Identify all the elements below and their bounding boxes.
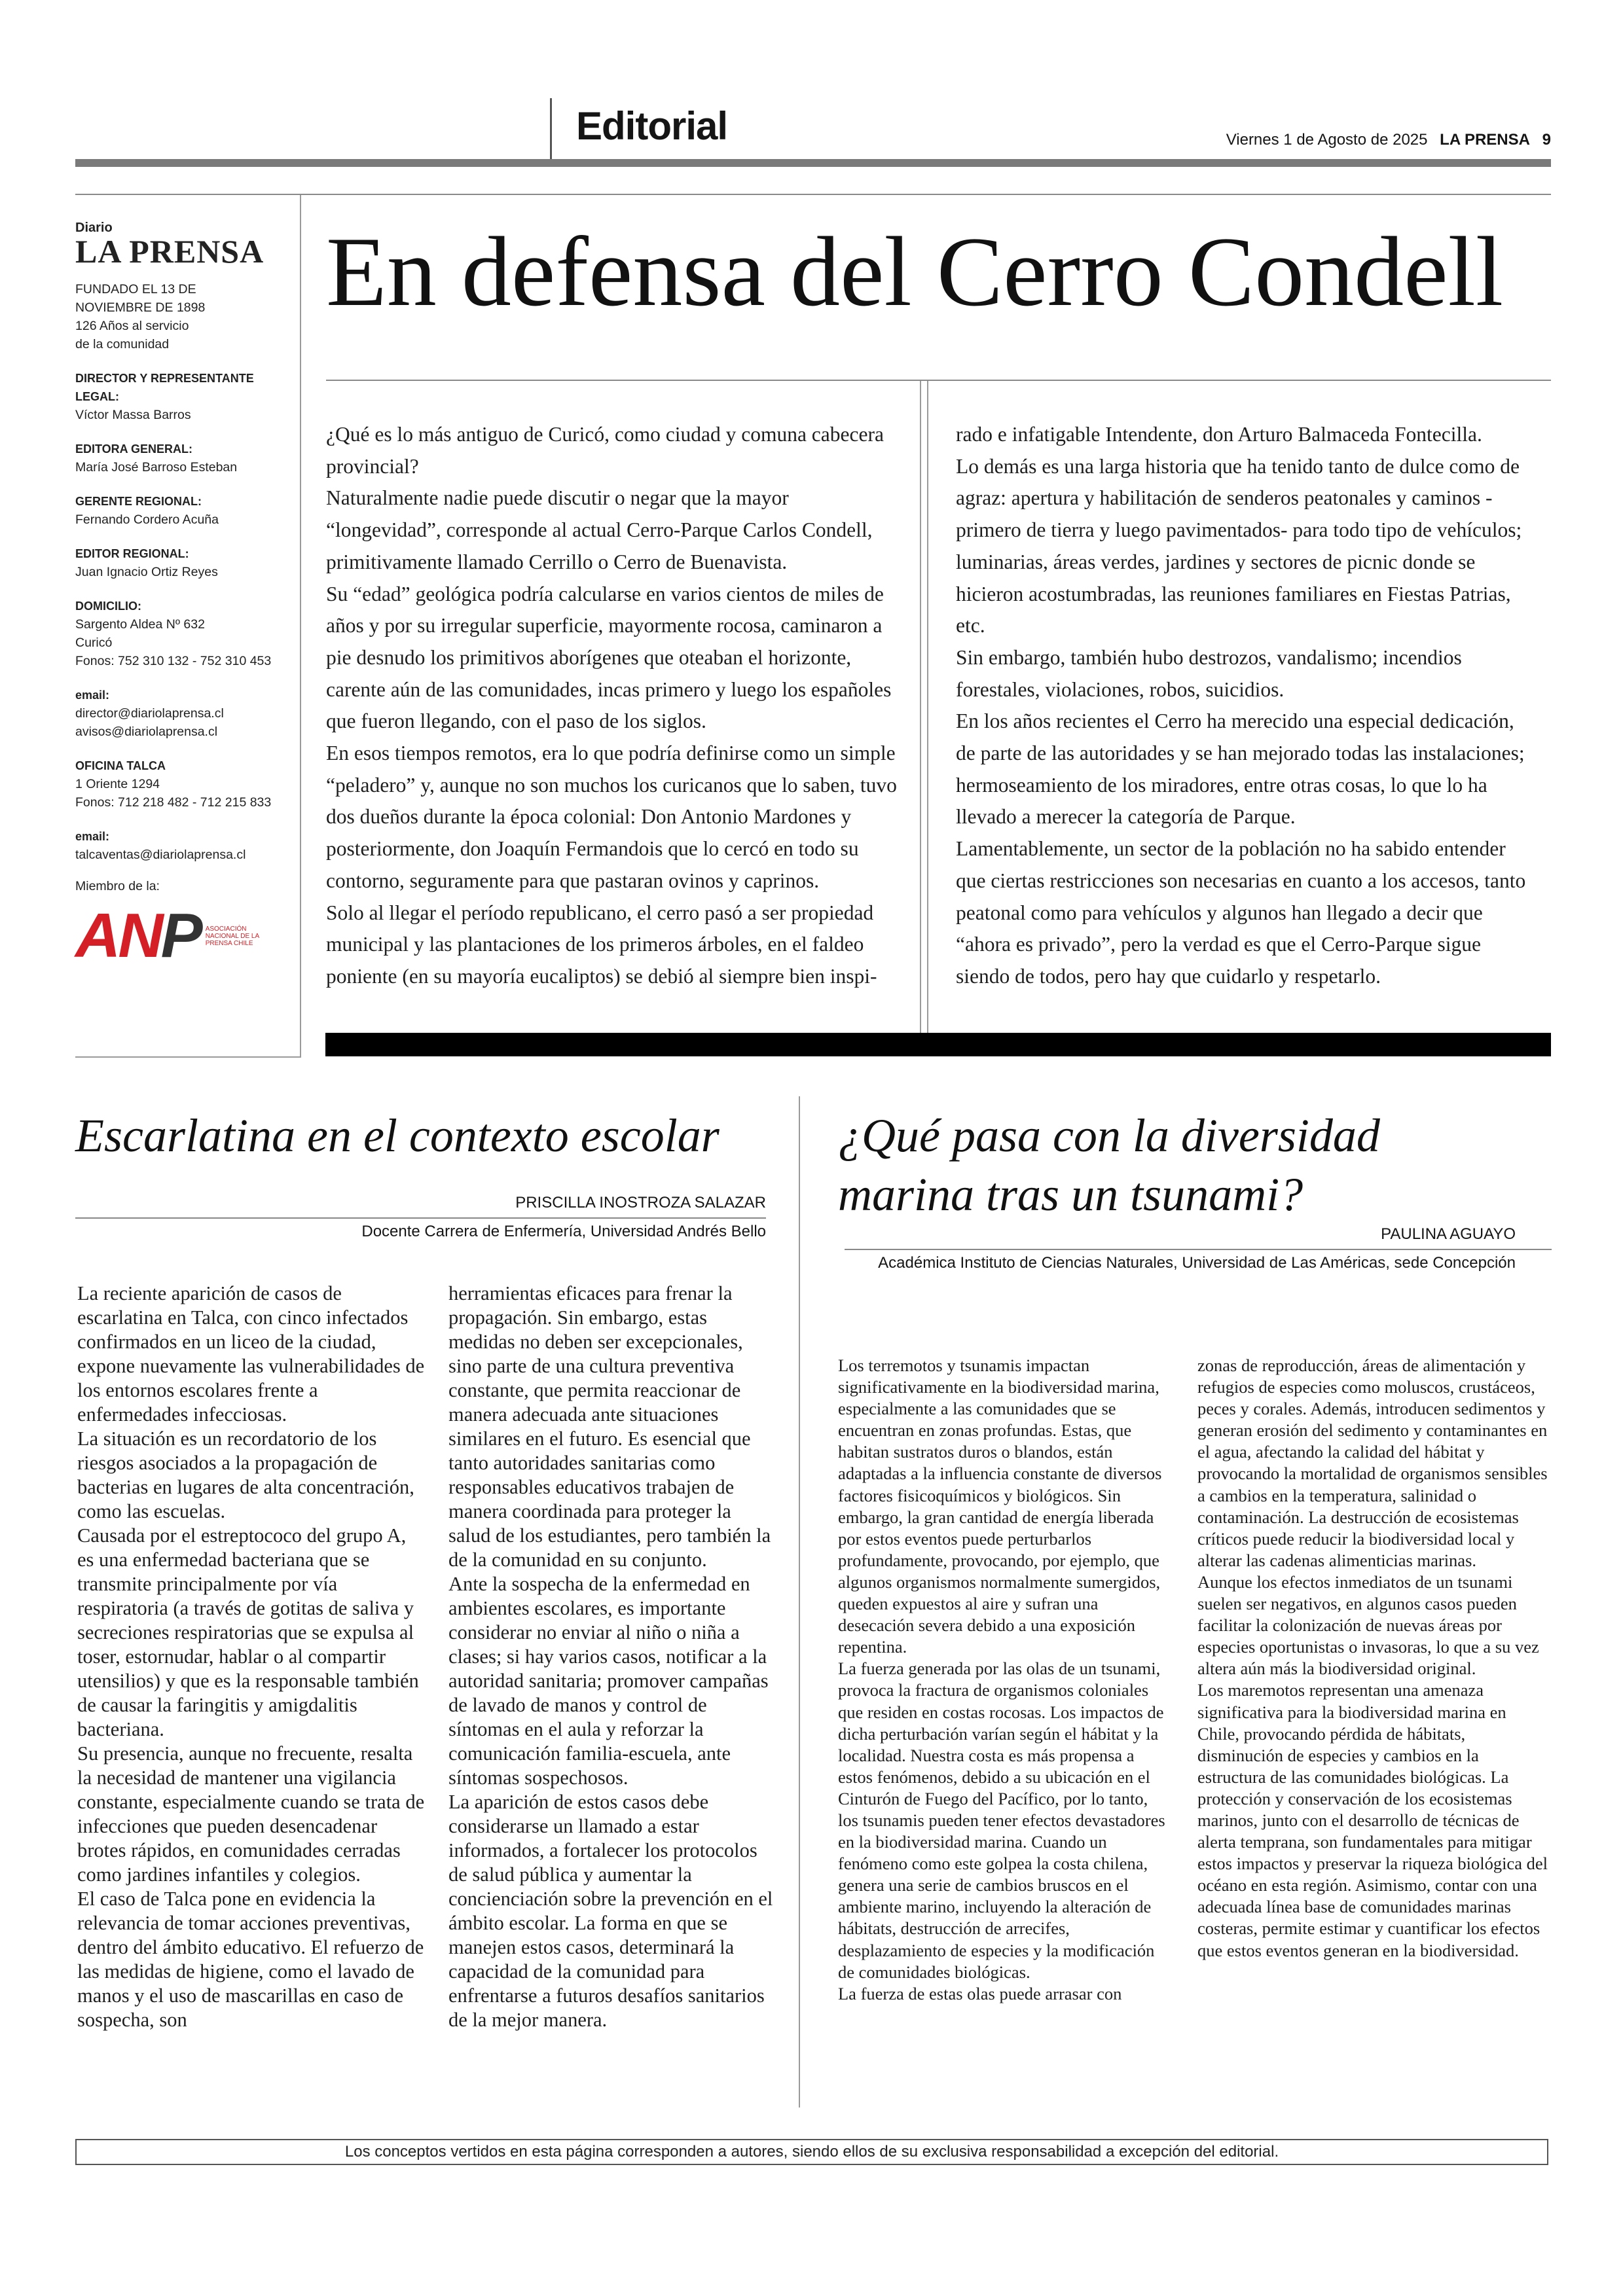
byline-rule <box>75 1217 766 1219</box>
opinion-2-title: ¿Qué pasa con la diversidad marina tras un tsunami? <box>838 1109 1380 1221</box>
editorial-column-2 <box>956 419 1536 993</box>
paragraph: El caso de Talca pone en evidencia la relevancia de tomar acciones preventivas, dentro del ámbito educativo. El refuerzo de las medidas de higiene, como el lavado de manos y el uso de mascarillas en caso de sospecha, son <box>77 1888 424 2031</box>
column-divider <box>927 381 928 1037</box>
paragraph: Los terremotos y tsunamis impactan significativamente en la biodiversidad marina, especialmente a las comunidades que se encuentran en zonas profundas. Estas, que habitan sustratos duros o blandos, están adaptadas a la influencia constante de diversos factores fisicoquímicos y biológicos. Sin embargo, la gran cantidad de energía liberada por estos eventos puede perturbarlos profundamente, provocando, por ejemplo, que algunos organismos normalmente sumergidos, queden expuestos al aire y sufran una desecación severa debido a una exposición repentina. <box>838 1355 1162 1657</box>
byline-rule <box>845 1249 1552 1250</box>
opinion-1-column-1 <box>77 1282 428 2032</box>
director-label: DIRECTOR Y REPRESENTANTE LEGAL: <box>75 372 254 403</box>
regional-manager-name: Fernando Cordero Acuña <box>75 512 219 527</box>
regional-manager-label: GERENTE REGIONAL: <box>75 495 202 508</box>
opinion-2-affiliation: Académica Instituto de Ciencias Naturales, Universidad de Las Américas, sede Concepción <box>878 1254 1516 1272</box>
opinion-2-column-1 <box>838 1355 1172 2005</box>
paragraph: Su “edad” geológica podría calcularse en varios cientos de miles de años y por su irregular superficie, mayormente rocosa, caminaron a pie desnudo los primitivos aborígenes que oteaban el horizonte, carente aún de las comunidades, incas primero y luego los españoles que fueron llegando, con el paso de los siglos. <box>326 582 892 733</box>
founded-line: de la comunidad <box>75 337 170 351</box>
paragraph: rado e infatigable Intendente, don Arturo Balmaceda Fontecilla. <box>956 423 1482 446</box>
paragraph: La fuerza generada por las olas de un tsunami, provoca la fractura de organismos coloniales que residen en costas rocosas. Los impactos de dicha perturbación varían según el hábitat y la localidad. Nuestra costa es más propensa a estos fenómenos, debido a su ubicación en el Cinturón de Fuego del Pacífico, por lo tanto, los tsunamis pueden tener efectos devastadores en la biodiversidad marina. Cuando un fenómeno como este golpea la costa chilena, genera una serie de cambios bruscos en el ambiente marino, incluyendo la alteración de hábitats, destrucción de arrecifes, desplazamiento de especies y la modificación de comunidades biológicas. <box>838 1659 1165 1982</box>
opinion-1-column-2 <box>448 1282 776 2032</box>
opinion-divider <box>799 1096 800 2108</box>
paragraph: Naturalmente nadie puede discutir o negar que la mayor “longevidad”, corresponde al actual Cerro-Parque Carlos Condell, primitivamente llamado Cerrillo o Cerro de Buenavista. <box>326 486 873 573</box>
opinion-1-affiliation: Docente Carrera de Enfermería, Universidad Andrés Bello <box>361 1223 766 1240</box>
paragraph: En los años recientes el Cerro ha merecido una especial dedicación, de parte de las autoridades y se han mejorado todas las instalaciones; hermoseamiento de los miradores, entre otras cosas, lo que lo ha llevado a merecer la categoría de Parque. <box>956 709 1525 829</box>
editorial-column-1 <box>326 419 906 993</box>
column-divider <box>920 381 921 1037</box>
paragraph: Los maremotos representan una amenaza significativa para la biodiversidad marina en Chile, provocando pérdida de hábitats, disminución de especies y cambios en la estructura de las comunidades biológicas. La protección y conservación de los ecosistemas marinos, junto con el desarrollo de técnicas de alerta temprana, son fundamentales para mitigar estos impactos y preservar la riqueza biológica del océano en esta región. Asimismo, contar con una adecuada línea base de comunidades marinas costeras, permite estimar y cuantificar los efectos que estos eventos generan en la biodiversidad. <box>1197 1680 1548 1960</box>
address-label: DOMICILIO: <box>75 600 141 613</box>
paragraph: En esos tiempos remotos, era lo que podría definirse como un simple “peladero” y, aunque no son muchos los curicanos que lo saben, tuvo dos dueños durante la época colonial: Don Antonio Mardones y posteriormente, don Joaquín Fermandois que lo cercó en todo su contorno, seguramente para que pastaran ovinos y caprinos. <box>326 742 897 892</box>
masthead-sidebar <box>75 221 298 971</box>
paragraph: Solo al llegar el período republicano, el cerro pasó a ser propiedad municipal y las plantaciones de los primeros árboles, en el faldeo poniente (en su mayoría eucaliptos) se debió al siempre bien inspi- <box>326 901 877 988</box>
paragraph: La aparición de estos casos debe considerarse un llamado a estar informados, a fortalecer los protocolos de salud pública y aumentar la concienciación sobre la prevención en el ámbito escolar. La forma en que se manejen estos casos, determinará la capacidad de la comunidad para enfrentarse a futuros desafíos sanitarios de la mejor manera. <box>448 1791 773 2031</box>
anp-logo <box>75 901 298 971</box>
header-bar <box>75 159 1551 167</box>
regional-editor-label: EDITOR REGIONAL: <box>75 547 189 560</box>
opinion-1-author: PRISCILLA INOSTROZA SALAZAR <box>515 1194 766 1211</box>
dateline <box>1226 131 1551 149</box>
header-rule <box>75 194 1551 195</box>
sidebar-divider <box>300 195 301 1058</box>
paragraph: Su presencia, aunque no frecuente, resalta la necesidad de mantener una vigilancia constante, especialmente cuando se trata de infecciones que pueden desencadenar brotes rápidos, en comunidades cerradas como jardines infantiles y colegios. <box>77 1742 425 1886</box>
anp-logo-letters: ANP <box>75 901 200 971</box>
masthead-name: LA PRENSA <box>75 233 264 270</box>
masthead-small-title: Diario <box>75 221 113 235</box>
opinion-1-title: Escarlatina en el contexto escolar <box>75 1109 720 1162</box>
opinion-2-author: PAULINA AGUAYO <box>1381 1225 1516 1243</box>
member-label: Miembro de la: <box>75 879 160 893</box>
paragraph: Ante la sospecha de la enfermedad en ambientes escolares, es importante considerar no enviar al niño o niña a clases; si hay varios casos, notificar a la autoridad sanitaria; promover campañas de lavado de manos y control de síntomas en el aula y reforzar la comunicación familia-escuela, ante síntomas sospechosos. <box>448 1573 769 1789</box>
paragraph: La situación es un recordatorio de los riesgos asociados a la propagación de bacterias en lugares de alta concentración, como las escuelas. <box>77 1427 414 1522</box>
regional-editor-name: Juan Ignacio Ortiz Reyes <box>75 565 218 579</box>
address-line: Sargento Aldea Nº 632 <box>75 617 205 632</box>
paragraph: Lo demás es una larga historia que ha tenido tanto de dulce como de agraz: apertura y habilitación de senderos peatonales y caminos -primero de tierra y luego pavimentados- para todo tipo de vehículos; luminarias, áreas verdes, jardines y sectores de picnic donde se hicieron acostumbradas, las reuniones familiares en Fiestas Patrias, etc. <box>956 454 1522 637</box>
disclaimer-footer: Los conceptos vertidos en esta página corresponden a autores, siendo ellos de su exclusiva responsabilidad a excepción del editorial. <box>75 2139 1548 2165</box>
founded-line: FUNDADO EL 13 DE <box>75 282 196 296</box>
founded-line: 126 Años al servicio <box>75 319 189 333</box>
editorial-bottom-bar <box>325 1033 1551 1056</box>
opinion-2-column-2 <box>1197 1355 1551 1962</box>
email-label: email: <box>75 689 110 702</box>
section-title: Editorial <box>576 104 728 148</box>
paragraph: zonas de reproducción, áreas de alimentación y refugios de especies como moluscos, crustáceos, peces y corales. Además, introducen sedimentos y generan erosión del sedimento y contaminantes en el agua, afectando la calidad del hábitat y provocando la mortalidad de organismos sensibles a cambios en la temperatura, salinidad o contaminación. La destrucción de ecosistemas críticos puede reducir la biodiversidad local y alterar las cadenas alimenticias marinas. <box>1197 1355 1548 1570</box>
email-link[interactable]: avisos@diariolaprensa.cl <box>75 725 218 739</box>
paragraph: Sin embargo, también hubo destrozos, vandalismo; incendios forestales, violaciones, robos, suicidios. <box>956 645 1462 701</box>
editor-general-name: María José Barroso Esteban <box>75 460 238 475</box>
anp-logo-subtext: ASOCIACIÓN NACIONAL DE LA PRENSA CHILE <box>205 925 259 947</box>
paragraph: ¿Qué es lo más antiguo de Curicó, como ciudad y comuna cabecera provincial? <box>326 423 884 478</box>
page-number: 9 <box>1542 131 1551 149</box>
paragraph: Aunque los efectos inmediatos de un tsunami suelen ser negativos, en algunos casos pueden facilitar la colonización de nuevas áreas por especies oportunistas o invasoras, lo que a su vez altera aún más la biodiversidad original. <box>1197 1571 1539 1679</box>
talca-office-label: OFICINA TALCA <box>75 759 166 772</box>
editor-general-label: EDITORA GENERAL: <box>75 442 193 456</box>
phone-line: Fonos: 752 310 132 - 752 310 453 <box>75 654 272 668</box>
director-name: Víctor Massa Barros <box>75 408 191 422</box>
address-line: Curicó <box>75 636 113 650</box>
sidebar-bottom-rule <box>75 1056 301 1058</box>
talca-address-line: 1 Oriente 1294 <box>75 777 160 791</box>
talca-email-link[interactable]: talcaventas@diariolaprensa.cl <box>75 848 246 862</box>
paragraph: La reciente aparición de casos de escarlatina en Talca, con cinco infectados confirmados en un liceo de la ciudad, expone nuevamente las vulnerabilidades de los entornos escolares frente a enfermedades infecciosas. <box>77 1282 425 1426</box>
header-divider <box>550 98 552 164</box>
issue-date: Viernes 1 de Agosto de 2025 <box>1226 131 1428 149</box>
founded-line: NOVIEMBRE DE 1898 <box>75 300 206 315</box>
paragraph: Causada por el estreptococo del grupo A, es una enfermedad bacteriana que se transmite principalmente por vía respiratoria (a través de gotitas de saliva y secreciones respiratorias que se expulsa al toser, estornudar, hablar o al compartir utensilios) y que es la responsable también de causar la faringitis y amigdalitis bacteriana. <box>77 1524 419 1740</box>
paragraph: La fuerza de estas olas puede arrasar con <box>838 1983 1122 2003</box>
paragraph: Lamentablemente, un sector de la población no ha sabido entender que ciertas restricciones son necesarias en cuanto a los accesos, tanto peatonal como para vehículos y algunos han llegado a decir que “ahora es privado”, pero la verdad es que el Cerro-Parque sigue siendo de todos, pero hay que cuidarlo y respetarlo. <box>956 837 1526 988</box>
editorial-title-rule <box>326 380 1551 381</box>
talca-phone-line: Fonos: 712 218 482 - 712 215 833 <box>75 795 272 810</box>
publication-name: LA PRENSA <box>1440 131 1530 149</box>
email-link[interactable]: director@diariolaprensa.cl <box>75 706 224 721</box>
editorial-title: En defensa del Cerro Condell <box>326 217 1504 327</box>
talca-email-label: email: <box>75 830 110 843</box>
paragraph: herramientas eficaces para frenar la propagación. Sin embargo, estas medidas no deben ser excepcionales, sino parte de una cultura preventiva constante, que permita reaccionar de manera adecuada ante situaciones similares en el futuro. Es esencial que tanto autoridades sanitarias como responsables educativos trabajen de manera coordinada para proteger la salud de los estudiantes, pero también la de la comunidad en su conjunto. <box>448 1282 771 1571</box>
